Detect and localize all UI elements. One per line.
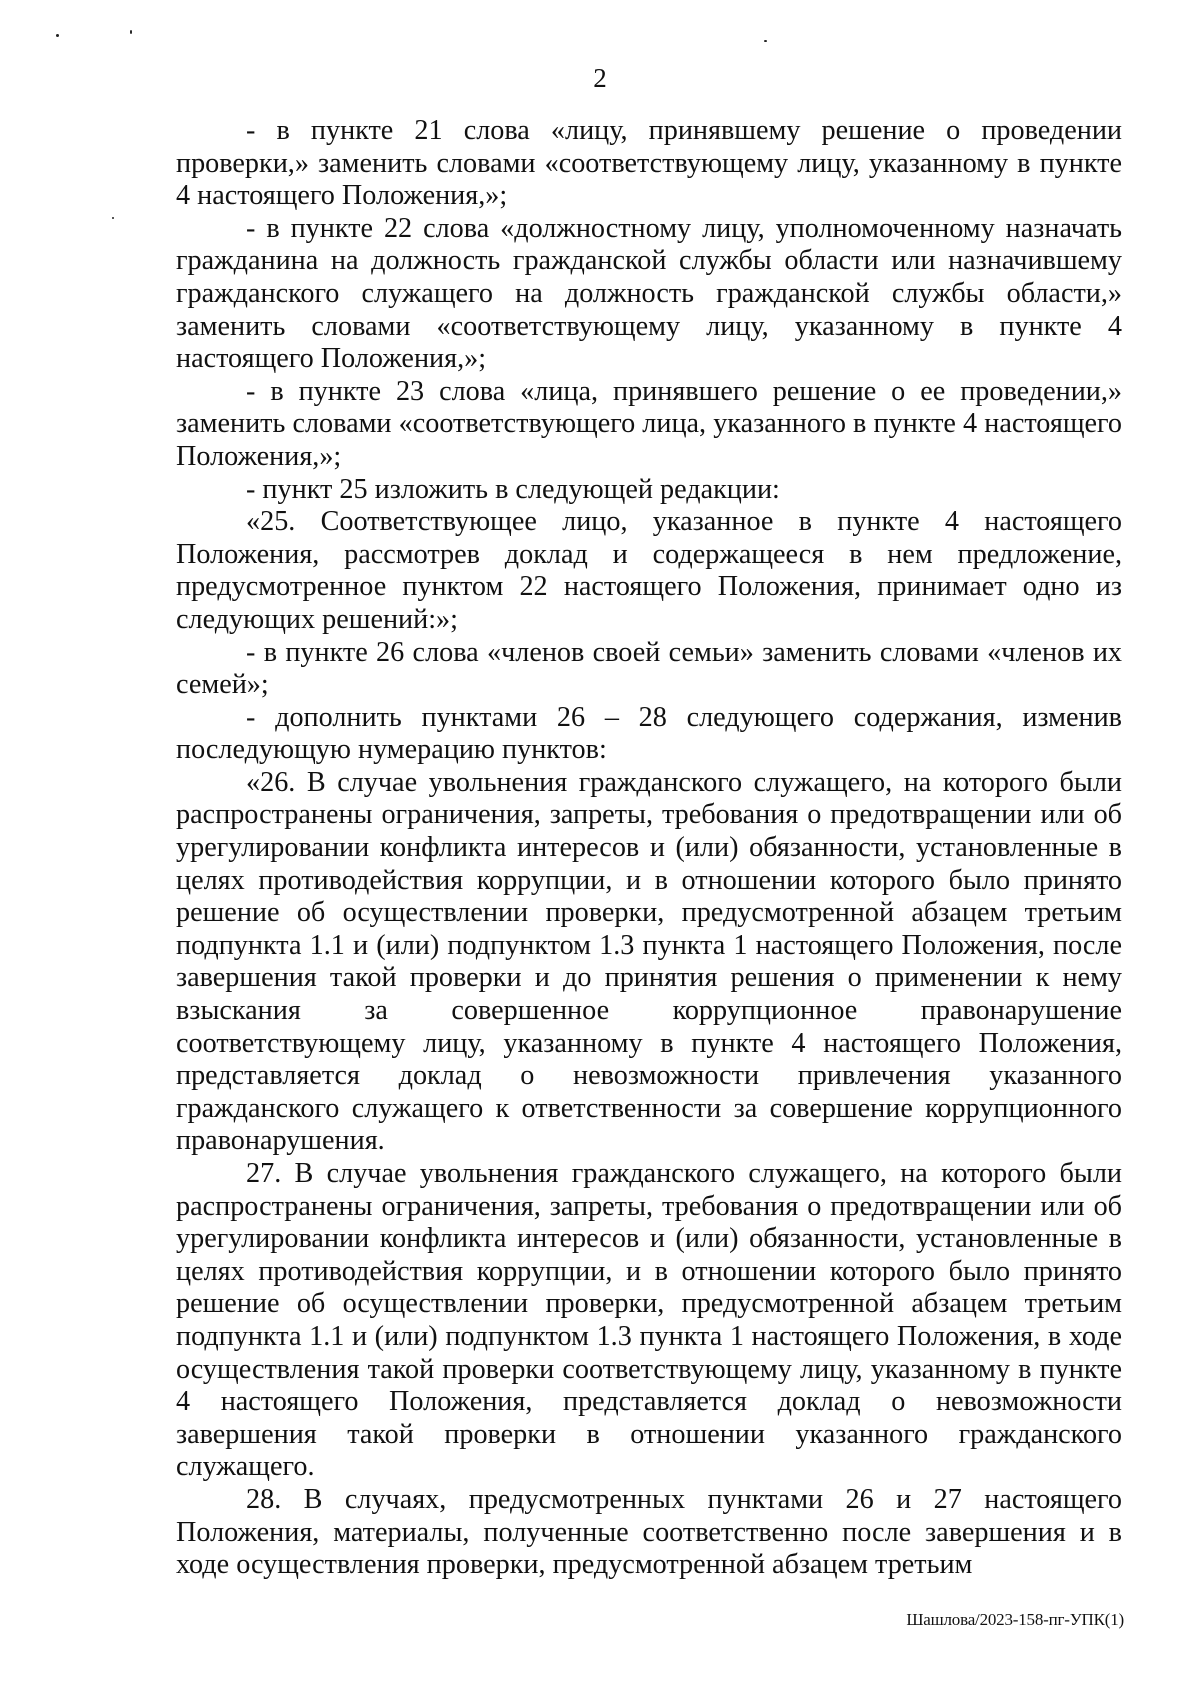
amendment-item-23: - в пункте 23 слова «лица, принявшего решение о ее проведении,» заменить словами «соответствующего лица, указанного в пункте 4 настоящего Положения,»; xyxy=(176,375,1122,472)
scan-speck xyxy=(56,34,59,37)
amendment-item-21: - в пункте 21 слова «лицу, принявшему решение о проведении проверки,» заменить словами «соответствующему лицу, указанному в пункте 4 настоящего Положения,»; xyxy=(176,115,1122,212)
scan-speck xyxy=(112,217,114,219)
quoted-clause-27: 27. В случае увольнения гражданского служащего, на которого были распространены ограничения, запреты, требования о предотвращении или об урегулировании конфликта интересов и (или) обязанности, установленные в целях противодействия коррупции, и в отношении которого было принято решение об осуществлении проверки, предусмотренной абзацем третьим подпункта 1.1 и (или) подпунктом 1.3 пункта 1 настоящего Положения, в ходе осуществления такой проверки соответствующему лицу, указанному в пункте 4 настоящего Положения, представляется доклад о невозможности завершения такой проверки в отношении указанного гражданского служащего. xyxy=(176,1158,1122,1483)
scan-speck xyxy=(764,40,767,42)
document-body xyxy=(176,115,1122,1582)
amendment-add-items-intro: - дополнить пунктами 26 – 28 следующего содержания, изменив последующую нумерацию пунктов: xyxy=(176,701,1122,766)
amendment-item-26: - в пункте 26 слова «членов своей семьи» заменить словами «членов их семей»; xyxy=(176,636,1122,701)
page-number: 2 xyxy=(593,63,607,93)
quoted-clause-28: 28. В случаях, предусмотренных пунктами 26 и 27 настоящего Положения, материалы, полученные соответственно после завершения и в ходе осуществления проверки, предусмотренной абзацем третьим xyxy=(176,1483,1122,1581)
document-reference-code: Шашлова/2023-158-пг-УПК(1) xyxy=(906,1610,1124,1629)
quoted-clause-25: «25. Соответствующее лицо, указанное в пункте 4 настоящего Положения, рассмотрев доклад и содержащееся в нем предложение, предусмотренное пунктом 22 настоящего Положения, принимает одно из следующих решений:»; xyxy=(176,506,1122,635)
amendment-item-22: - в пункте 22 слова «должностному лицу, уполномоченному назначать гражданина на должность гражданской службы области или назначившему гражданского служащего на должность гражданской службы области,» заменить словами «соответствующему лицу, указанному в пункте 4 настоящего Положения,»; xyxy=(176,212,1122,375)
scan-speck xyxy=(130,30,132,34)
quoted-clause-26: «26. В случае увольнения гражданского служащего, на которого были распространены ограничения, запреты, требования о предотвращении или об урегулировании конфликта интересов и (или) обязанности, установленные в целях противодействия коррупции, и в отношении которого было принято решение об осуществлении проверки, предусмотренной абзацем третьим подпункта 1.1 и (или) подпунктом 1.3 пункта 1 настоящего Положения, после завершения такой проверки и до принятия решения о применении к нему взыскания за совершенное коррупционное правонарушение соответствующему лицу, указанному в пункте 4 настоящего Положения, представляется доклад о невозможности привлечения указанного гражданского служащего к ответственности за совершение коррупционного правонарушения. xyxy=(176,766,1122,1157)
amendment-item-25-intro: - пункт 25 изложить в следующей редакции: xyxy=(246,473,780,505)
